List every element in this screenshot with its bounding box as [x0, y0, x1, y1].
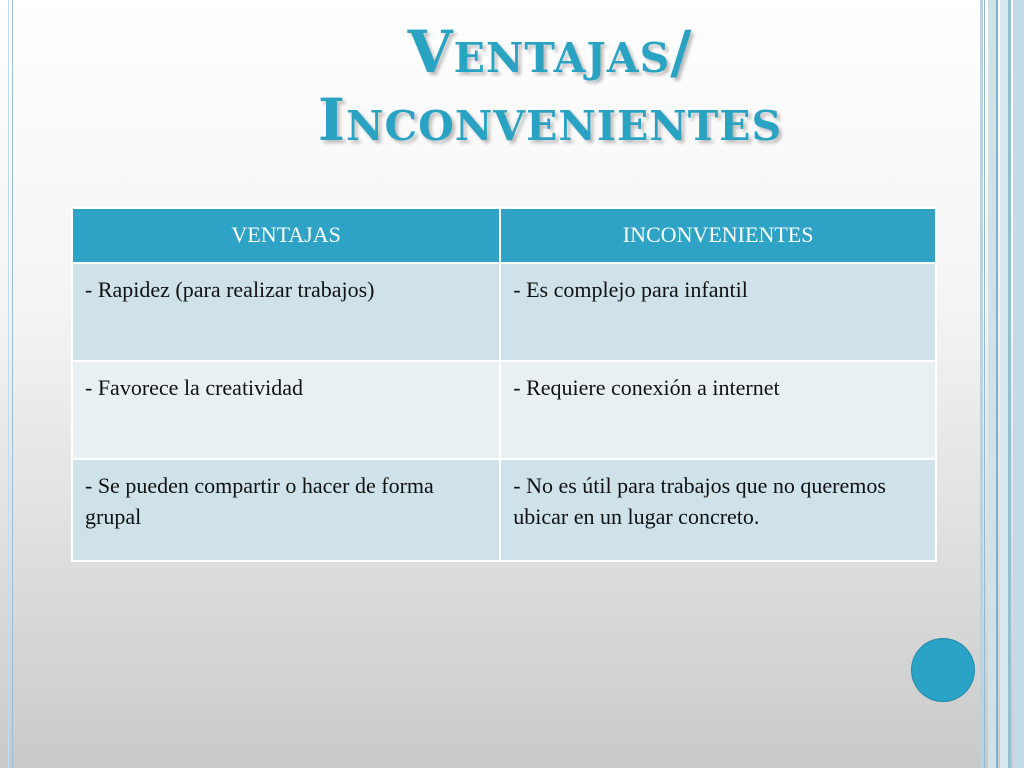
- left-accent-line: [8, 0, 9, 768]
- slide-title-line-2: Inconvenientes: [317, 86, 783, 154]
- slide-title: [150, 18, 950, 154]
- table-cell-ventaja: - Se pueden compartir o hacer de forma grupal: [72, 459, 500, 561]
- slide-title-line-1: Ventajas/: [407, 18, 693, 86]
- table-cell-inconveniente: - Requiere conexión a internet: [500, 361, 936, 459]
- left-accent-line: [12, 0, 13, 768]
- table-cell-ventaja: - Rapidez (para realizar trabajos): [72, 263, 500, 361]
- table-cell-inconveniente: - No es útil para trabajos que no queremos ubicar en un lugar concreto.: [500, 459, 936, 561]
- table-cell-ventaja: - Favorece la creatividad: [72, 361, 500, 459]
- table-cell-inconveniente: - Es complejo para infantil: [500, 263, 936, 361]
- table-row: [72, 459, 936, 561]
- table-row: [72, 361, 936, 459]
- decorative-circle: [912, 639, 974, 701]
- table-row: [72, 263, 936, 361]
- table-header-row: [72, 208, 936, 263]
- header-inconvenientes: INCONVENIENTES: [500, 208, 936, 263]
- right-decorative-stripes: [980, 0, 1024, 768]
- header-ventajas: VENTAJAS: [72, 208, 500, 263]
- comparison-table: [71, 207, 937, 562]
